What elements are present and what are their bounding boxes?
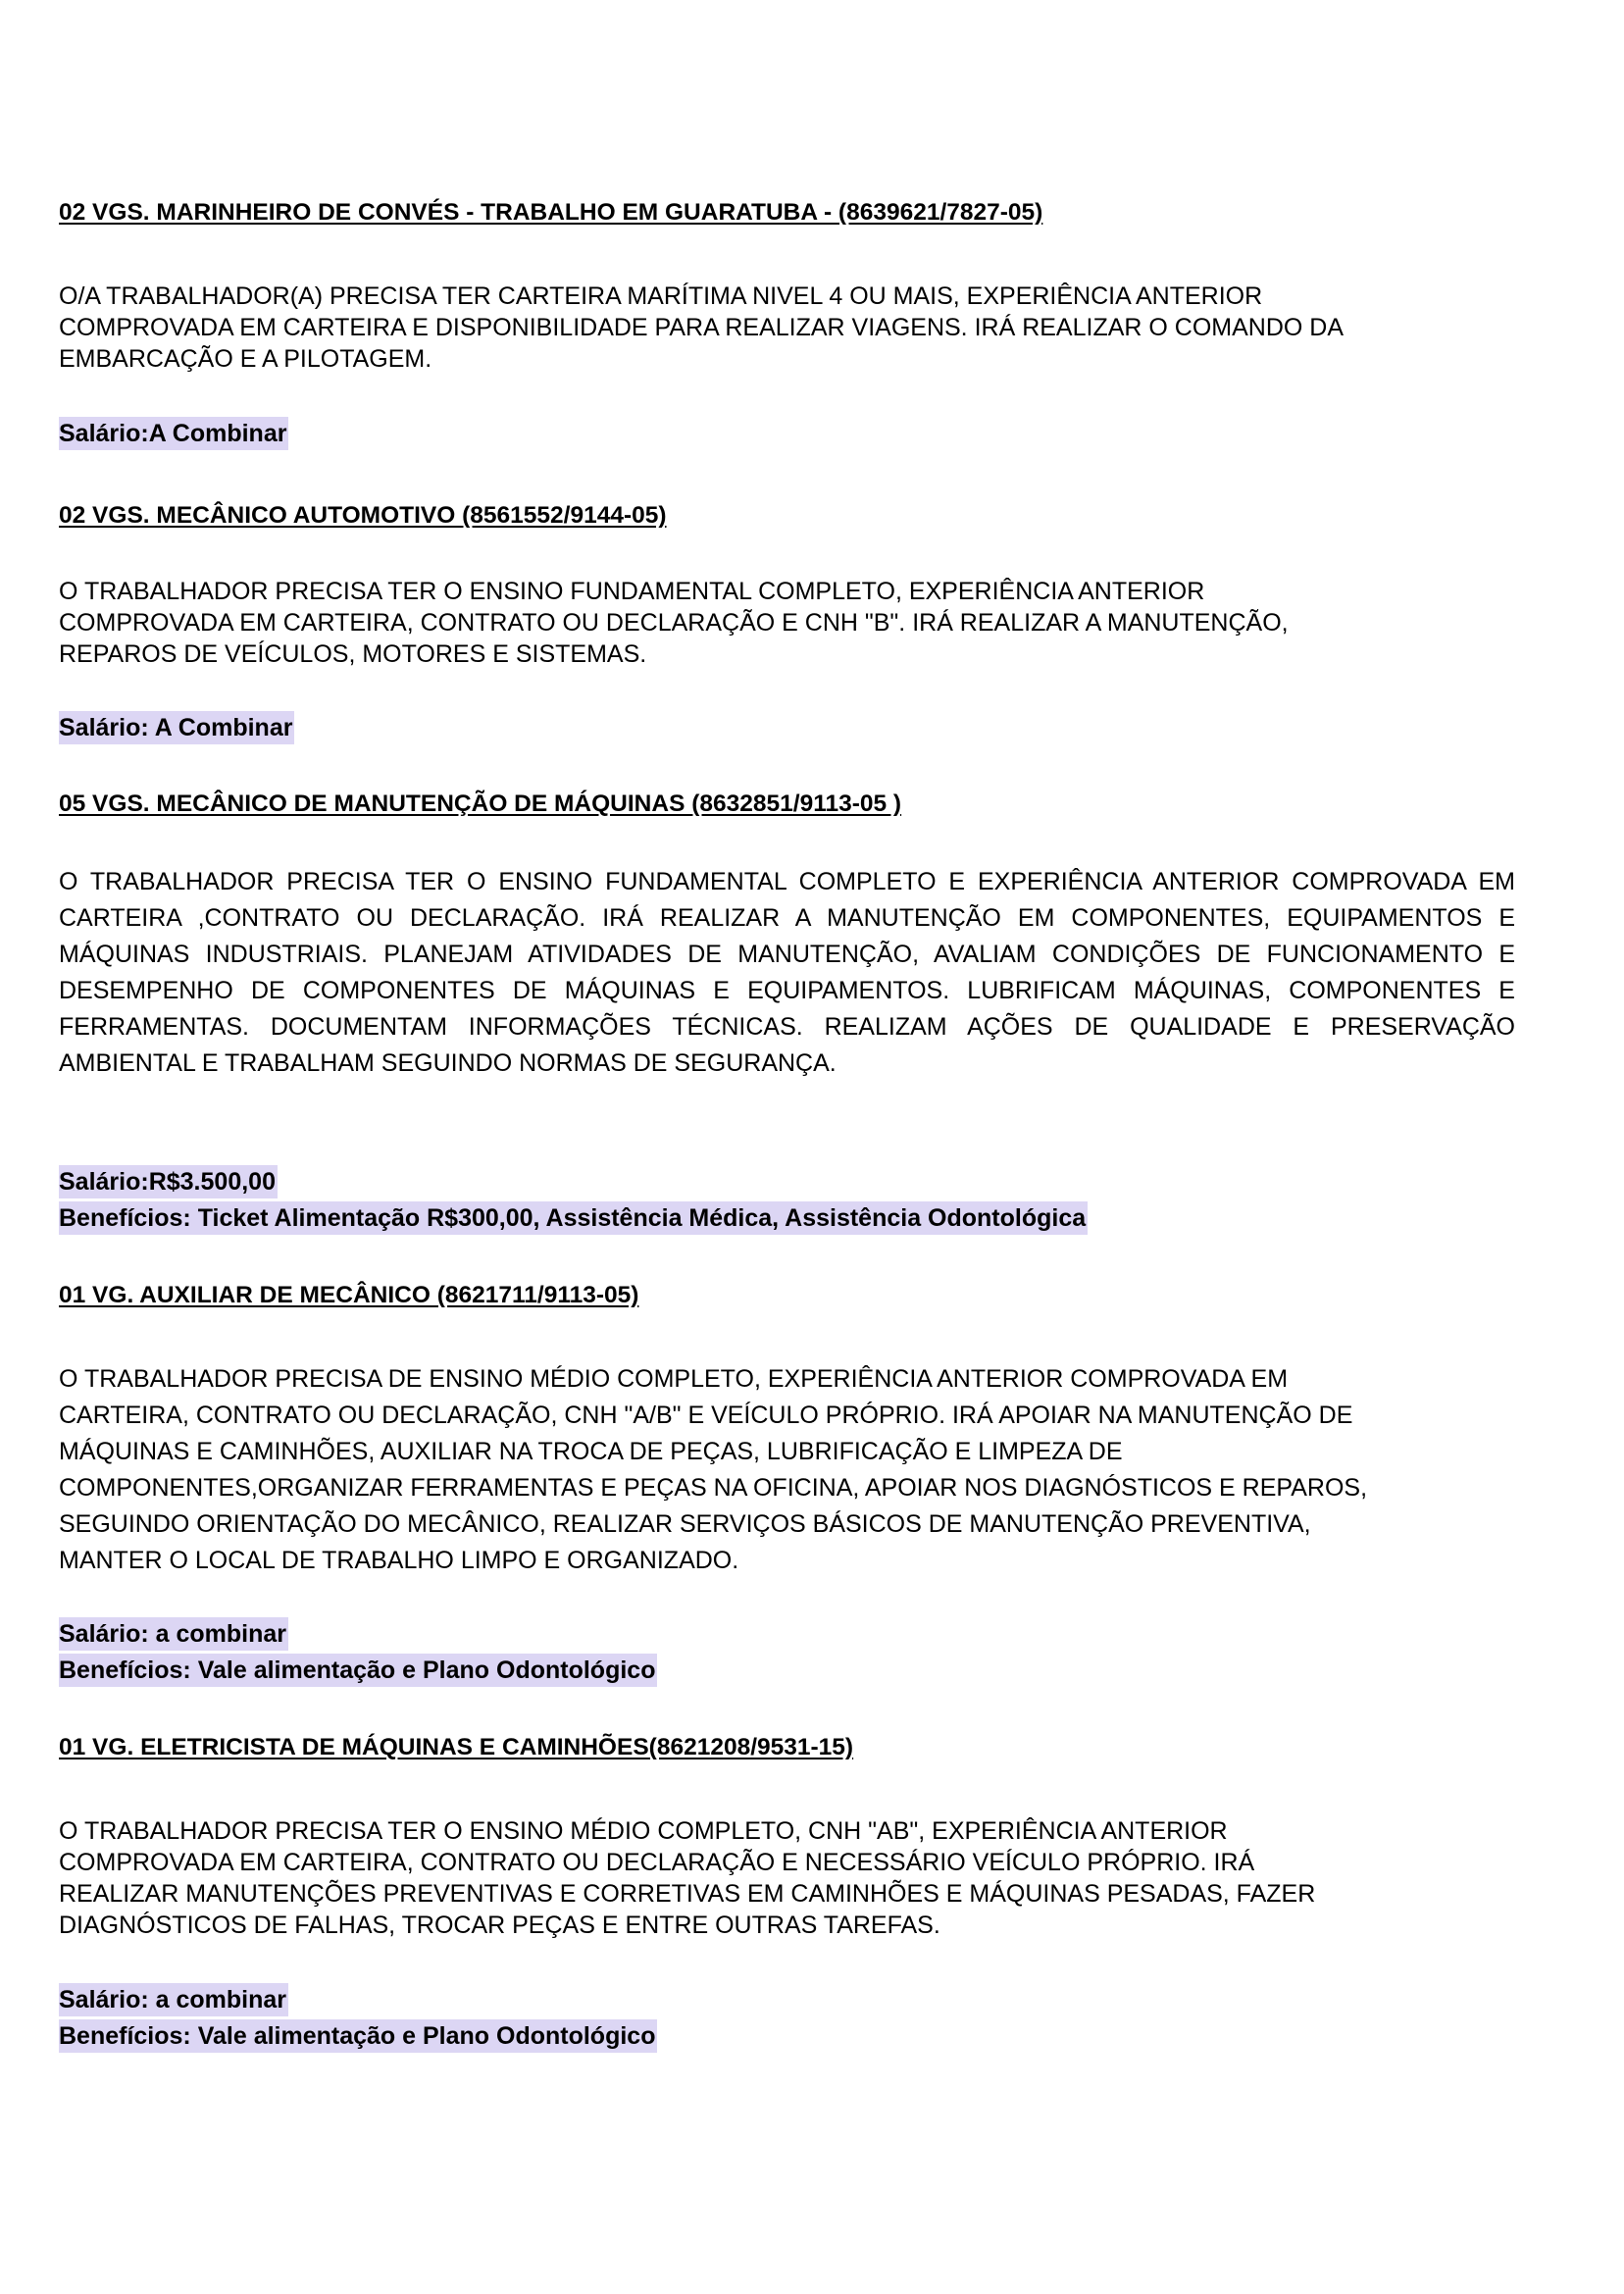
job-description: O TRABALHADOR PRECISA TER O ENSINO FUNDAMENTAL COMPLETO E EXPERIÊNCIA ANTERIOR COMPROVADA EM CARTEIRA ,CONTRATO OU DECLARAÇÃO. IRÁ REALIZAR A MANUTENÇÃO EM COMPONENTES, EQUIPAMENTOS E MÁQUINAS INDUSTRIAIS. PLANEJAM ATIVIDADES DE MANUTENÇÃO, AVALIAM CONDIÇÕES DE FUNCIONAMENTO E DESEMPENHO DE COMPONENTES DE MÁQUINAS E EQUIPAMENTOS. LUBRIFICAM MÁQUINAS, COMPONENTES E FERRAMENTAS. DOCUMENTAM INFORMAÇÕES TÉCNICAS. REALIZAM AÇÕES DE QUALIDADE E PRESERVAÇÃO AMBIENTAL E TRABALHAM SEGUINDO NORMAS DE SEGURANÇA. xyxy=(59,868,1515,1077)
salary-label: Salário:R$3.500,00 xyxy=(59,1165,278,1198)
job-description-line: COMPROVADA EM CARTEIRA E DISPONIBILIDADE PARA REALIZAR VIAGENS. IRÁ REALIZAR O COMANDO DA xyxy=(59,314,1345,341)
job-description-line: REALIZAR MANUTENÇÕES PREVENTIVAS E CORRETIVAS EM CAMINHÕES E MÁQUINAS PESADAS, FAZER xyxy=(59,1880,1316,1908)
benefits-label: Benefícios: Vale alimentação e Plano Odontológico xyxy=(59,1654,657,1687)
salary-label: Salário: a combinar xyxy=(59,1617,288,1651)
job-title: 05 VGS. MECÂNICO DE MANUTENÇÃO DE MÁQUINAS (8632851/9113-05 ) xyxy=(59,790,902,817)
job-description-line: COMPONENTES,ORGANIZAR FERRAMENTAS E PEÇAS NA OFICINA, APOIAR NOS DIAGNÓSTICOS E REPAROS, xyxy=(59,1474,1368,1502)
salary-label: Salário: a combinar xyxy=(59,1983,288,2016)
job-title: 01 VG. AUXILIAR DE MECÂNICO (8621711/9113-05) xyxy=(59,1282,639,1308)
job-description-line: O TRABALHADOR PRECISA TER O ENSINO MÉDIO COMPLETO, CNH "AB", EXPERIÊNCIA ANTERIOR xyxy=(59,1817,1228,1845)
job-title: 02 VGS. MECÂNICO AUTOMOTIVO (8561552/9144-05) xyxy=(59,502,667,529)
job-description-line: DIAGNÓSTICOS DE FALHAS, TROCAR PEÇAS E ENTRE OUTRAS TAREFAS. xyxy=(59,1912,940,1939)
benefits-label: Benefícios: Ticket Alimentação R$300,00, Assistência Médica, Assistência Odontológica xyxy=(59,1201,1088,1235)
job-description-line: O/A TRABALHADOR(A) PRECISA TER CARTEIRA MARÍTIMA NIVEL 4 OU MAIS, EXPERIÊNCIA ANTERIOR xyxy=(59,282,1263,310)
job-title: 01 VG. ELETRICISTA DE MÁQUINAS E CAMINHÕES(8621208/9531-15) xyxy=(59,1734,854,1760)
job-description-line: CARTEIRA, CONTRATO OU DECLARAÇÃO, CNH "A/B" E VEÍCULO PRÓPRIO. IRÁ APOIAR NA MANUTENÇÃO DE xyxy=(59,1402,1353,1429)
job-description-line: O TRABALHADOR PRECISA TER O ENSINO FUNDAMENTAL COMPLETO, EXPERIÊNCIA ANTERIOR xyxy=(59,578,1205,605)
salary-label: Salário: A Combinar xyxy=(59,711,294,744)
job-description-line: REPAROS DE VEÍCULOS, MOTORES E SISTEMAS. xyxy=(59,640,647,668)
job-description-line: COMPROVADA EM CARTEIRA, CONTRATO OU DECLARAÇÃO E CNH "B". IRÁ REALIZAR A MANUTENÇÃO, xyxy=(59,609,1289,637)
job-title: 02 VGS. MARINHEIRO DE CONVÉS - TRABALHO EM GUARATUBA - (8639621/7827-05) xyxy=(59,199,1043,226)
job-description-line: MÁQUINAS E CAMINHÕES, AUXILIAR NA TROCA DE PEÇAS, LUBRIFICAÇÃO E LIMPEZA DE xyxy=(59,1438,1123,1465)
job-description-line: O TRABALHADOR PRECISA DE ENSINO MÉDIO COMPLETO, EXPERIÊNCIA ANTERIOR COMPROVADA EM xyxy=(59,1365,1289,1393)
salary-label: Salário:A Combinar xyxy=(59,417,288,450)
job-description-line: EMBARCAÇÃO E A PILOTAGEM. xyxy=(59,345,432,373)
job-description-line: MANTER O LOCAL DE TRABALHO LIMPO E ORGANIZADO. xyxy=(59,1547,739,1574)
job-description-line: SEGUINDO ORIENTAÇÃO DO MECÂNICO, REALIZAR SERVIÇOS BÁSICOS DE MANUTENÇÃO PREVENTIVA, xyxy=(59,1510,1311,1538)
job-description-line: COMPROVADA EM CARTEIRA, CONTRATO OU DECLARAÇÃO E NECESSÁRIO VEÍCULO PRÓPRIO. IRÁ xyxy=(59,1849,1255,1876)
benefits-label: Benefícios: Vale alimentação e Plano Odontológico xyxy=(59,2019,657,2053)
